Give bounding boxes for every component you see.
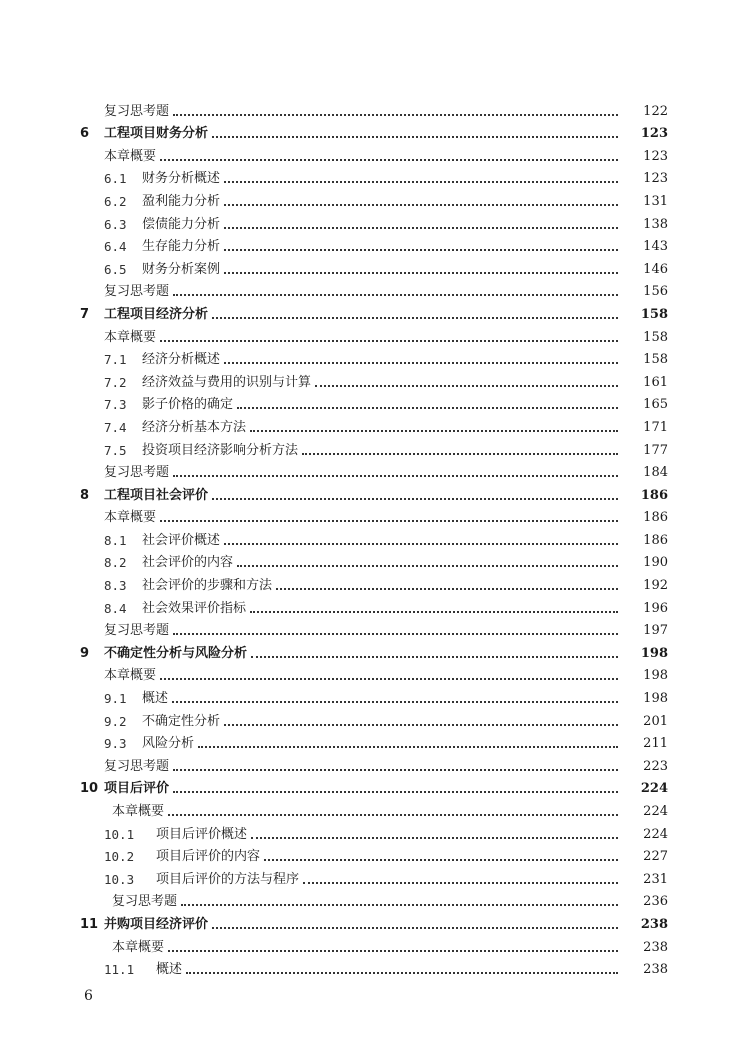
toc-entry-row[interactable] — [0, 619, 750, 642]
toc-entry-row[interactable] — [0, 280, 750, 303]
toc-title: 工程项目经济分析 — [104, 306, 209, 322]
toc-entry-row[interactable] — [0, 935, 750, 958]
toc-number: 6.5 — [104, 261, 127, 277]
toc-title: 风险分析 — [142, 736, 195, 752]
toc-number: 9.3 — [104, 736, 127, 752]
toc-entry-row[interactable] — [0, 325, 750, 348]
dot-leader — [303, 882, 618, 884]
toc-section-row[interactable] — [0, 709, 750, 732]
toc-entry-row[interactable] — [0, 799, 750, 822]
toc-title: 复习思考题 — [112, 894, 178, 910]
dot-leader — [212, 136, 618, 138]
toc-line — [0, 668, 624, 684]
toc-page-number: 223 — [643, 758, 668, 774]
toc-line — [0, 555, 624, 571]
toc-page-number: 224 — [643, 826, 668, 842]
toc-page-number: 186 — [643, 510, 668, 526]
toc-line — [0, 827, 624, 843]
toc-line — [0, 397, 624, 413]
toc-page-number: 186 — [640, 487, 668, 503]
toc-page-number: 197 — [643, 623, 668, 639]
page-number: 6 — [84, 988, 93, 1004]
toc-entry-row[interactable] — [0, 461, 750, 484]
toc-line — [0, 623, 624, 639]
toc-title: 不确定性分析与风险分析 — [104, 645, 248, 661]
toc-page-number: 122 — [643, 103, 668, 119]
dot-leader — [276, 588, 618, 590]
toc-page-number: 238 — [643, 939, 668, 955]
toc-entry-row[interactable] — [0, 664, 750, 687]
toc-line — [0, 646, 624, 662]
toc-title: 社会评价的步骤和方法 — [142, 578, 273, 594]
toc-line — [0, 962, 624, 978]
toc-title: 经济分析概述 — [142, 352, 221, 368]
toc-page-number: 131 — [643, 193, 668, 209]
toc-line — [0, 465, 624, 481]
toc-line — [0, 691, 624, 707]
toc-title: 偿债能力分析 — [142, 216, 221, 232]
toc-title: 复习思考题 — [104, 284, 170, 300]
toc-title: 项目后评价的内容 — [156, 849, 261, 865]
dot-leader — [173, 633, 618, 635]
toc-page-number: 236 — [643, 894, 668, 910]
toc-line — [0, 171, 624, 187]
toc-page-number: 231 — [643, 871, 668, 887]
dot-leader — [251, 837, 618, 839]
dot-leader — [237, 565, 618, 567]
toc-title: 工程项目财务分析 — [104, 126, 209, 142]
dot-leader — [250, 611, 618, 613]
toc-page-number: 146 — [643, 261, 668, 277]
toc-title: 本章概要 — [112, 804, 165, 819]
toc-line — [0, 307, 624, 323]
dot-leader — [224, 249, 618, 251]
toc-title: 本章概要 — [112, 939, 165, 955]
dot-leader — [173, 769, 618, 771]
toc-title: 本章概要 — [104, 668, 157, 684]
toc-page-number: 143 — [643, 239, 668, 255]
toc-number: 10.2 — [104, 849, 135, 865]
toc-page-number: 158 — [643, 329, 668, 345]
dot-leader — [224, 362, 618, 364]
dot-leader — [160, 678, 618, 680]
toc-page-number: 211 — [643, 736, 668, 752]
toc-title: 投资项目经济影响分析方法 — [142, 442, 299, 458]
toc-line — [0, 759, 624, 775]
toc-line — [0, 262, 624, 278]
toc-title: 生存能力分析 — [142, 239, 221, 255]
toc-number: 7.3 — [104, 397, 127, 413]
toc-title: 项目后评价的方法与程序 — [156, 871, 300, 887]
toc-line — [0, 443, 624, 459]
toc-section-row[interactable] — [0, 958, 750, 981]
toc-title: 概述 — [142, 691, 169, 707]
toc-title: 不确定性分析 — [142, 713, 221, 729]
dot-leader — [181, 904, 618, 906]
dot-leader — [224, 543, 618, 545]
toc-page-number: 201 — [643, 713, 668, 729]
toc-chapter-row[interactable] — [0, 302, 750, 325]
toc-title: 盈利能力分析 — [142, 193, 221, 209]
toc-section-row[interactable] — [0, 167, 750, 190]
toc-chapter-row[interactable] — [0, 777, 750, 800]
toc-line — [0, 284, 624, 300]
toc-page-number: 224 — [643, 804, 668, 819]
toc-number: 7 — [80, 306, 90, 322]
toc-chapter-row[interactable] — [0, 122, 750, 145]
toc-entry-row[interactable] — [0, 890, 750, 913]
toc-number: 9 — [80, 645, 90, 661]
toc-line — [0, 510, 624, 526]
toc-page-number: 227 — [643, 849, 668, 865]
dot-leader — [212, 498, 618, 500]
toc-number: 10.1 — [104, 826, 135, 842]
toc-title: 复习思考题 — [104, 758, 170, 774]
toc-page-number: 190 — [643, 555, 668, 571]
toc-number: 8 — [80, 487, 90, 503]
toc-line — [0, 736, 624, 752]
toc-number: 9.1 — [104, 691, 127, 707]
toc-entry-row[interactable] — [0, 754, 750, 777]
dot-leader — [302, 453, 618, 455]
toc-page-number: 123 — [643, 148, 668, 164]
toc-line — [0, 578, 624, 594]
toc-page-number: 177 — [643, 442, 668, 458]
toc-line — [0, 194, 624, 210]
toc-entry-row[interactable] — [0, 99, 750, 122]
table-of-contents — [0, 99, 750, 980]
toc-section-row[interactable] — [0, 551, 750, 574]
toc-page-number: 198 — [640, 645, 668, 661]
dot-leader — [224, 204, 618, 206]
dot-leader — [224, 227, 618, 229]
dot-leader — [212, 927, 618, 929]
dot-leader — [315, 385, 618, 387]
toc-chapter-row[interactable] — [0, 641, 750, 664]
toc-line — [0, 330, 624, 346]
toc-number: 6 — [80, 126, 90, 142]
dot-leader — [168, 814, 618, 816]
toc-number: 7.5 — [104, 442, 127, 458]
toc-line — [0, 352, 624, 368]
dot-leader — [173, 475, 618, 477]
toc-title: 本章概要 — [104, 148, 157, 164]
toc-line — [0, 714, 624, 730]
toc-page-number: 238 — [640, 916, 668, 932]
toc-section-row[interactable] — [0, 686, 750, 709]
toc-title: 概述 — [156, 962, 183, 978]
dot-leader — [212, 317, 618, 319]
toc-page-number: 238 — [643, 962, 668, 978]
dot-leader — [198, 746, 618, 748]
dot-leader — [173, 294, 618, 296]
toc-page-number: 171 — [643, 419, 668, 435]
toc-number: 11 — [80, 916, 99, 932]
toc-number: 7.1 — [104, 352, 127, 368]
dot-leader — [172, 701, 618, 703]
toc-section-row[interactable] — [0, 212, 750, 235]
toc-section-row[interactable] — [0, 732, 750, 755]
toc-section-row[interactable] — [0, 370, 750, 393]
toc-section-row[interactable] — [0, 822, 750, 845]
toc-title: 项目后评价 — [104, 781, 170, 797]
toc-title: 财务分析概述 — [142, 171, 221, 187]
toc-page-number: 161 — [643, 374, 668, 390]
toc-page-number: 192 — [643, 578, 668, 594]
toc-title: 财务分析案例 — [142, 261, 221, 277]
toc-page-number: 123 — [640, 126, 668, 142]
dot-leader — [160, 159, 618, 161]
toc-section-row[interactable] — [0, 235, 750, 258]
toc-section-row[interactable] — [0, 438, 750, 461]
toc-line — [0, 533, 624, 549]
toc-line — [0, 217, 624, 233]
dot-leader — [160, 340, 618, 342]
toc-page-number: 224 — [640, 781, 668, 797]
toc-number: 8.1 — [104, 532, 127, 548]
dot-leader — [224, 272, 618, 274]
toc-title: 项目后评价概述 — [156, 826, 248, 842]
toc-page-number: 165 — [643, 397, 668, 413]
toc-page-number: 198 — [643, 668, 668, 684]
toc-number: 10.3 — [104, 871, 135, 887]
toc-section-row[interactable] — [0, 189, 750, 212]
toc-line — [0, 872, 624, 888]
dot-leader — [251, 656, 618, 658]
toc-number: 10 — [80, 781, 99, 797]
toc-line — [0, 601, 624, 617]
toc-line — [0, 804, 624, 820]
toc-page-number: 138 — [643, 216, 668, 232]
toc-line — [0, 126, 624, 142]
toc-number: 6.4 — [104, 239, 127, 255]
toc-section-row[interactable] — [0, 845, 750, 868]
toc-section-row[interactable] — [0, 596, 750, 619]
toc-number: 11.1 — [104, 962, 135, 978]
toc-chapter-row[interactable] — [0, 912, 750, 935]
toc-line — [0, 239, 624, 255]
toc-page-number: 198 — [643, 691, 668, 707]
toc-title: 本章概要 — [104, 329, 157, 345]
toc-section-row[interactable] — [0, 348, 750, 371]
toc-line — [0, 375, 624, 391]
dot-leader — [168, 950, 618, 952]
toc-chapter-row[interactable] — [0, 483, 750, 506]
toc-line — [0, 849, 624, 865]
toc-line — [0, 940, 624, 956]
dot-leader — [224, 724, 618, 726]
toc-number: 6.3 — [104, 216, 127, 232]
dot-leader — [224, 181, 618, 183]
toc-line — [0, 488, 624, 504]
toc-line — [0, 104, 624, 120]
toc-section-row[interactable] — [0, 573, 750, 596]
toc-page-number: 184 — [643, 465, 668, 481]
toc-title: 社会效果评价指标 — [142, 600, 247, 616]
toc-number: 7.2 — [104, 374, 127, 390]
toc-title: 社会评价概述 — [142, 532, 221, 548]
toc-number: 8.2 — [104, 555, 127, 571]
toc-line — [0, 894, 624, 910]
toc-page-number: 123 — [643, 171, 668, 187]
dot-leader — [173, 791, 618, 793]
toc-title: 影子价格的确定 — [142, 397, 234, 413]
toc-line — [0, 420, 624, 436]
toc-page-number: 158 — [643, 352, 668, 368]
toc-entry-row[interactable] — [0, 506, 750, 529]
toc-line — [0, 149, 624, 165]
toc-section-row[interactable] — [0, 867, 750, 890]
toc-page-number: 186 — [643, 532, 668, 548]
toc-section-row[interactable] — [0, 415, 750, 438]
dot-leader — [250, 430, 618, 432]
toc-title: 经济分析基本方法 — [142, 419, 247, 435]
toc-title: 经济效益与费用的识别与计算 — [142, 374, 312, 390]
toc-number: 6.1 — [104, 171, 127, 187]
toc-number: 8.4 — [104, 600, 127, 616]
toc-page-number: 156 — [643, 284, 668, 300]
toc-title: 工程项目社会评价 — [104, 487, 209, 503]
toc-number: 7.4 — [104, 419, 127, 435]
toc-number: 8.3 — [104, 578, 127, 594]
toc-title: 复习思考题 — [104, 465, 170, 481]
toc-page-number: 196 — [643, 600, 668, 616]
toc-entry-row[interactable] — [0, 144, 750, 167]
toc-title: 复习思考题 — [104, 103, 170, 119]
toc-section-row[interactable] — [0, 528, 750, 551]
toc-title: 复习思考题 — [104, 623, 170, 639]
toc-number: 9.2 — [104, 713, 127, 729]
toc-page-number: 158 — [640, 306, 668, 322]
dot-leader — [186, 972, 618, 974]
toc-title: 社会评价的内容 — [142, 555, 234, 571]
toc-section-row[interactable] — [0, 393, 750, 416]
dot-leader — [237, 407, 618, 409]
toc-title: 本章概要 — [104, 510, 157, 526]
dot-leader — [160, 520, 618, 522]
toc-section-row[interactable] — [0, 257, 750, 280]
dot-leader — [173, 114, 618, 116]
toc-title: 并购项目经济评价 — [104, 916, 209, 932]
dot-leader — [264, 859, 618, 861]
toc-number: 6.2 — [104, 193, 127, 209]
